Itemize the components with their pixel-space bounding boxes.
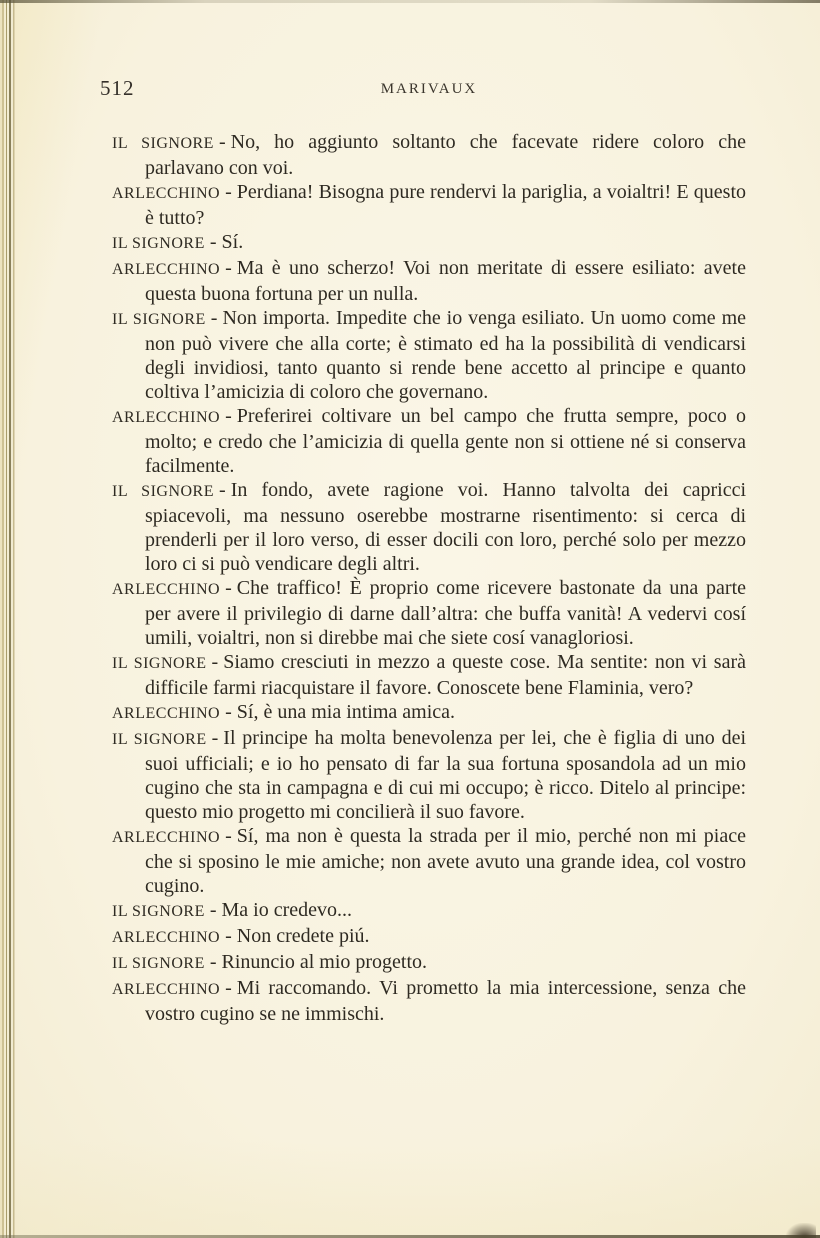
speaker-label: IL SIGNORE bbox=[112, 655, 207, 672]
speaker-separator: - bbox=[218, 131, 226, 153]
dialogue-paragraph bbox=[112, 726, 746, 824]
speaker-separator: - bbox=[225, 181, 232, 203]
speech-text: Sí, ma non è questa la strada per il mio, perché non mi piace che si sposino le mie amiche; non avete avuto una grande idea, col vostro cugino. bbox=[145, 825, 746, 897]
dialogue-text-block bbox=[112, 130, 746, 1026]
dialogue-paragraph bbox=[112, 404, 746, 478]
speaker-separator: - bbox=[225, 925, 232, 947]
speaker-label: ARLECCHINO bbox=[112, 929, 221, 946]
speaker-label: IL SIGNORE bbox=[112, 731, 207, 748]
speech-text: In fondo, avete ragione voi. Hanno talvolta dei capricci spiacevoli, ma nessuno oserebbe mostrarne risentimento: si cerca di prenderli per il loro verso, di esser docili con loro, perché solo per mezzo loro ci si può vendicare degli altri. bbox=[145, 479, 747, 575]
dialogue-paragraph bbox=[112, 976, 746, 1026]
speaker-label: IL SIGNORE bbox=[112, 235, 205, 252]
dialogue-paragraph bbox=[112, 824, 746, 898]
speech-text: Perdiana! Bisogna pure rendervi la pariglia, a voialtri! E questo è tutto? bbox=[145, 181, 746, 229]
scan-edge-top bbox=[0, 0, 820, 3]
page-number: 512 bbox=[100, 76, 135, 100]
speaker-label: ARLECCHINO bbox=[112, 981, 221, 998]
speaker-separator: - bbox=[211, 651, 219, 673]
speaker-label: IL SIGNORE bbox=[112, 903, 205, 920]
speaker-separator: - bbox=[225, 977, 232, 999]
speaker-label: ARLECCHINO bbox=[112, 409, 221, 426]
dialogue-paragraph bbox=[112, 130, 746, 180]
speech-text: Ma io credevo... bbox=[221, 899, 353, 921]
dialogue-paragraph bbox=[112, 950, 746, 976]
speaker-separator: - bbox=[225, 825, 232, 847]
speaker-label: IL SIGNORE bbox=[112, 955, 205, 972]
dialogue-paragraph bbox=[112, 256, 746, 306]
speaker-label: ARLECCHINO bbox=[112, 185, 221, 202]
speaker-separator: - bbox=[209, 899, 217, 921]
binding-edge-lines bbox=[0, 0, 17, 1238]
speaker-separator: - bbox=[225, 701, 232, 723]
speech-text: Non importa. Impedite che io venga esiliato. Un uomo come me non può vivere che alla corte; è stimato ed ha la possibilità di vendicarsi degli invidiosi, tanto quanto si rende bene accetto al principe e quanto coltiva l’amicizia di coloro che governano. bbox=[145, 307, 747, 403]
speaker-label: ARLECCHINO bbox=[112, 261, 221, 278]
speech-text: Siamo cresciuti in mezzo a queste cose. Ma sentite: non vi sarà difficile farmi riacquistare il favore. Conoscete bene Flaminia, vero? bbox=[145, 651, 746, 699]
running-header: MARIVAUX bbox=[380, 81, 478, 97]
speaker-separator: - bbox=[209, 231, 217, 253]
speaker-label: IL SIGNORE bbox=[112, 311, 206, 328]
speaker-separator: - bbox=[209, 951, 217, 973]
dialogue-paragraph bbox=[112, 700, 746, 726]
speaker-label: ARLECCHINO bbox=[112, 829, 221, 846]
speech-text: Sí, è una mia intima amica. bbox=[236, 701, 456, 723]
speaker-separator: - bbox=[219, 479, 226, 501]
dialogue-paragraph bbox=[112, 924, 746, 950]
speech-text: Non credete piú. bbox=[236, 925, 370, 947]
speaker-label: ARLECCHINO bbox=[112, 581, 221, 598]
dialogue-paragraph bbox=[112, 180, 746, 230]
page-edge-shadow bbox=[807, 0, 809, 1238]
speech-text: Mi raccomando. Vi prometto la mia intercessione, senza che vostro cugino se ne immischi. bbox=[145, 977, 746, 1025]
speaker-label: IL SIGNORE bbox=[112, 135, 214, 152]
speaker-label: IL SIGNORE bbox=[112, 483, 215, 500]
speech-text: Ma è uno scherzo! Voi non meritate di essere esiliato: avete questa buona fortuna per un nulla. bbox=[145, 257, 746, 305]
dialogue-paragraph bbox=[112, 306, 746, 404]
speaker-separator: - bbox=[211, 727, 219, 749]
dialogue-paragraph bbox=[112, 898, 746, 924]
speaker-separator: - bbox=[210, 307, 218, 329]
speech-text: Il principe ha molta benevolenza per lei, che è figlia di uno dei suoi ufficiali; e io ho pensato di far la sua fortuna sposandola ad un mio cugino che sta in campagna e di cui mi occupo; è ricco. Ditelo al principe: questo mio progetto mi concilierà il suo favore. bbox=[145, 727, 747, 823]
speech-text: Sí. bbox=[221, 231, 244, 253]
dialogue-paragraph bbox=[112, 576, 746, 650]
speaker-separator: - bbox=[225, 405, 232, 427]
speech-text: No, ho aggiunto soltanto che facevate ridere coloro che parlavano con voi. bbox=[145, 131, 747, 179]
dialogue-paragraph bbox=[112, 230, 746, 256]
speech-text: Che traffico! È proprio come ricevere bastonate da una parte per avere il privilegio di darne dall’altra: che buffa vanità! A vedervi cosí umili, voialtri, non si direbbe mai che siete cosí vanagloriosi. bbox=[145, 577, 746, 649]
speech-text: Rinuncio al mio progetto. bbox=[221, 951, 428, 973]
speech-text: Preferirei coltivare un bel campo che frutta sempre, poco o molto; e credo che l’amicizia di quella gente non si ottiene né si conserva facilmente. bbox=[145, 405, 746, 477]
speaker-separator: - bbox=[225, 577, 232, 599]
dialogue-paragraph bbox=[112, 650, 746, 700]
speaker-separator: - bbox=[225, 257, 232, 279]
dialogue-paragraph bbox=[112, 478, 746, 576]
speaker-label: ARLECCHINO bbox=[112, 705, 221, 722]
